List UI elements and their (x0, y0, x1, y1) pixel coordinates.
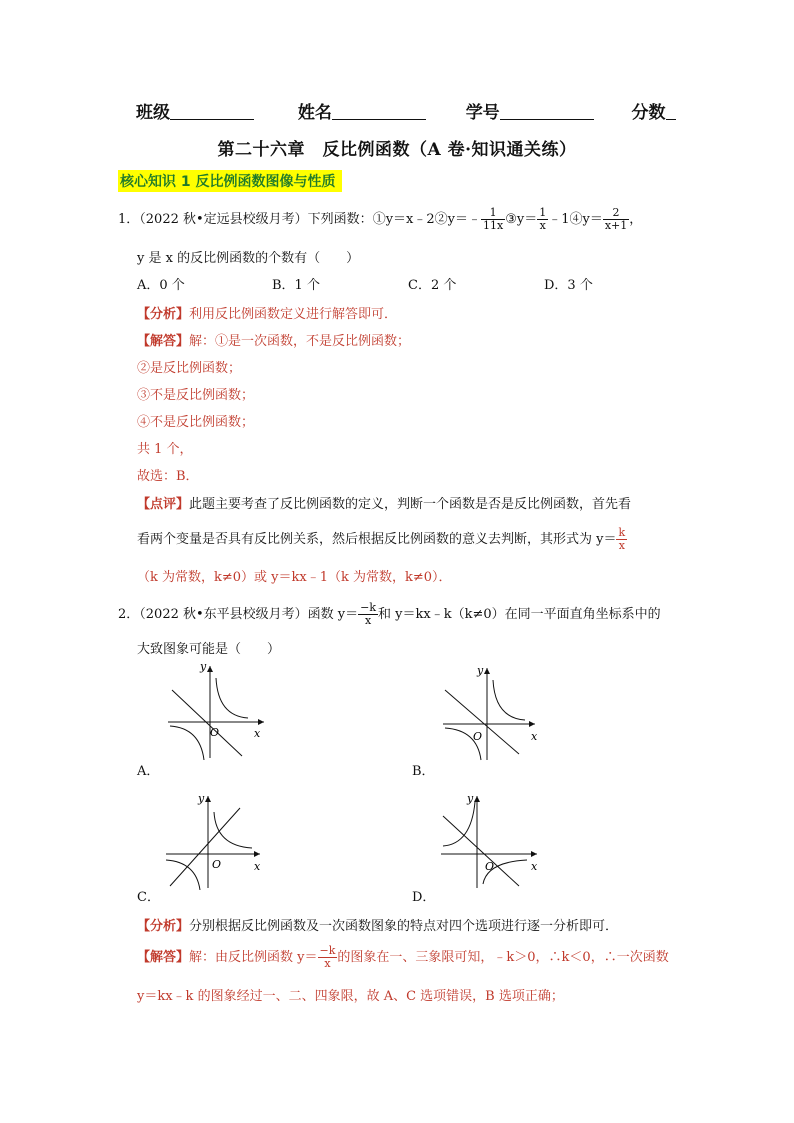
x-arrow (254, 851, 260, 857)
name-blank[interactable] (332, 103, 426, 120)
name-label: 姓名 (297, 103, 332, 123)
q2-graph-d[interactable] (435, 790, 545, 890)
q2-stem: 2．（2022 秋•东平县校级月考）函数 y＝ $\frac{-k}{x}$ 和 y＝kx﹣k（k≠0）在同一平面直角坐标系中的 (118, 601, 661, 627)
q1-f3-pre: ③y＝ (505, 212, 538, 227)
axis-x-label: x (254, 727, 261, 740)
q1-comment-2: 看两个变量是否具有反比例关系，然后根据反比例函数的意义去判断，其形式为 y＝ $\frac{k}{x}$ (137, 526, 626, 552)
q1-f3-post: ﹣1 (548, 212, 570, 227)
q1-option-a[interactable]: A．0 个 (137, 278, 185, 293)
q1-answer-line-2: ②是反比例函数； (137, 361, 242, 376)
q2-analysis: 【分析】分别根据反比例函数及一次函数图象的特点对四个选项进行逐一分析即可． (137, 919, 619, 934)
q2-answer-1: 【解答】解：由反比例函数 y＝ $\frac{-k}{x}$ 的图象在一、三象限可知，﹣k＞0，∴k＜0，∴一次函数 (137, 944, 669, 970)
q1-comment-1: 【点评】此题主要考查了反比例函数的定义，判断一个函数是否是反比例函数，首先看 (137, 497, 632, 512)
origin-label: O (210, 726, 220, 739)
q1-answer-line-4: ④不是反比例函数； (137, 415, 255, 430)
q1-option-c[interactable]: C．2 个 (408, 278, 457, 293)
q1-f4-frac: $\frac{2}{x+1}$ (604, 206, 628, 232)
q2-graph-c[interactable] (160, 790, 270, 890)
axis-x-label: x (254, 860, 261, 873)
y-arrow (474, 796, 480, 802)
x-arrow (529, 721, 535, 727)
axis-y-label: y (477, 664, 484, 677)
q1-answer-line-1: 【解答】解：①是一次函数，不是反比例函数； (137, 334, 411, 349)
comment-frac: $\frac{k}{x}$ (618, 526, 626, 552)
line-graph (443, 816, 519, 886)
q1-answer-line-5: 共 1 个， (137, 442, 193, 457)
origin-label: O (473, 730, 483, 743)
line-graph (445, 690, 519, 754)
x-arrow (258, 719, 264, 725)
x-arrow (531, 851, 537, 857)
q1-analysis: 【分析】利用反比例函数定义进行解答即可． (137, 307, 398, 322)
score-label: 分数 (631, 103, 666, 123)
origin-label: O (212, 858, 222, 871)
q1-option-d[interactable]: D．3 个 (544, 278, 593, 293)
q1-stem-a: 下列函数： (307, 212, 373, 227)
q2-option-d[interactable]: D． (412, 890, 436, 905)
class-blank[interactable] (170, 103, 254, 120)
q1-number: 1． (118, 212, 140, 227)
y-arrow (484, 668, 490, 674)
q1-stem (118, 207, 642, 232)
axis-y-label: y (200, 660, 207, 673)
q1-f2-frac: $\frac{1}{11x}$ (483, 206, 504, 232)
q2-stem-c: 大致图象可能是（ ） (137, 642, 281, 657)
q1-answer-line-3: ③不是反比例函数； (137, 388, 255, 403)
y-arrow (205, 796, 211, 802)
axis-y-label: y (467, 792, 474, 805)
id-label: 学号 (465, 103, 500, 123)
header-row (136, 98, 676, 123)
line-graph (172, 690, 242, 756)
q2-answer-frac: $\frac{-k}{x}$ (319, 944, 336, 970)
q2-answer-2: y＝kx﹣k 的图象经过一、二、四象限，故 A、C 选项错误，B 选项正确； (137, 989, 564, 1004)
axis-x-label: x (531, 730, 538, 743)
section-heading: 核心知识 1 反比例函数图像与性质 (118, 170, 342, 192)
line-graph (170, 808, 240, 886)
q1-stem-b: y 是 x 的反比例函数的个数有（ ） (137, 251, 360, 266)
q1-comment-3: （k 为常数，k≠0）或 y＝kx﹣1（k 为常数，k≠0）． (137, 570, 452, 585)
origin-label: O (485, 860, 495, 873)
page-title: 第二十六章 反比例函数（A 卷·知识通关练） (217, 140, 577, 160)
q1-f4-pre: ④y＝ (569, 212, 603, 227)
q2-option-b[interactable]: B． (412, 764, 435, 779)
hyperbola-branch-1 (216, 678, 248, 718)
q1-option-b[interactable]: B．1 个 (272, 278, 320, 293)
q1-answer-line-6: 故选：B． (137, 469, 199, 484)
id-blank[interactable] (500, 103, 594, 120)
score-blank[interactable] (666, 103, 676, 120)
q1-source: （2022 秋•定远县校级月考） (139, 212, 308, 227)
q1-f2-pre: ②y＝﹣ (434, 212, 481, 227)
q2-frac: $\frac{-k}{x}$ (360, 601, 377, 627)
q1-f3-frac: $\frac{1}{x}$ (539, 206, 547, 232)
hyperbola-branch-1 (493, 680, 525, 720)
y-arrow (207, 666, 213, 672)
class-label: 班级 (136, 103, 170, 123)
q2-option-a[interactable]: A． (137, 764, 160, 779)
hyperbola-branch-2 (170, 726, 204, 760)
q2-option-c[interactable]: C． (137, 890, 160, 905)
q1-f1: ①y＝x﹣2 (372, 212, 435, 227)
q1-f4-post: ， (629, 212, 643, 227)
axis-x-label: x (531, 860, 538, 873)
axis-y-label: y (198, 792, 205, 805)
hyperbola-branch-1 (443, 802, 475, 846)
q2-graph-b[interactable] (435, 662, 545, 762)
q2-graph-a[interactable] (160, 660, 270, 760)
